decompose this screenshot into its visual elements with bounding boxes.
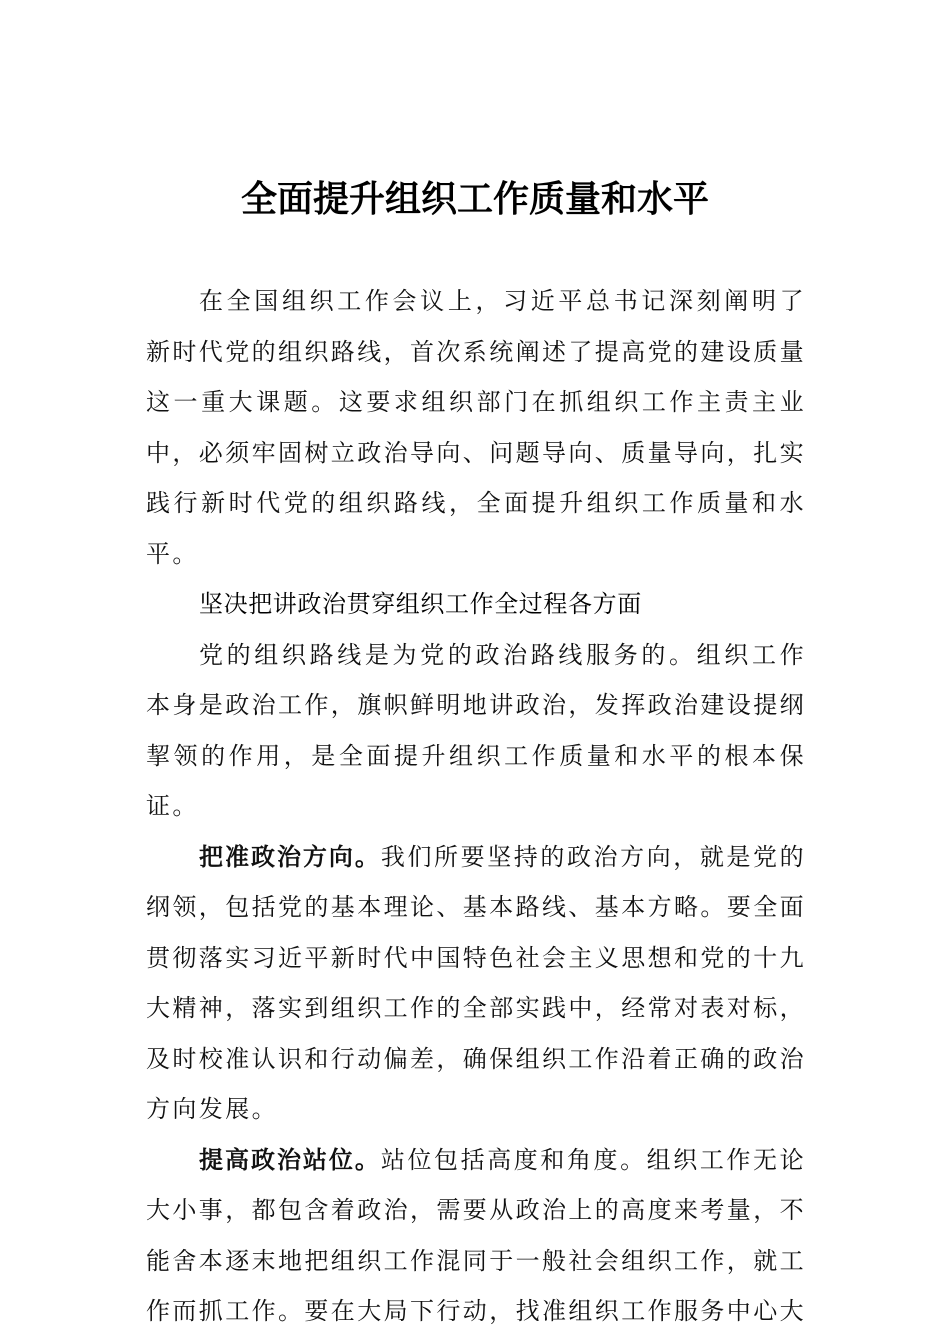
point-text-political-direction: 我们所要坚持的政治方向，就是党的纲领，包括党的基本理论、基本路线、基本方略。要全面贯彻落实习近平新时代中国特色社会主义思想和党的十九大精神，落实到组织工作的全部实践中，经常对表对标，及时校准认识和行动偏差，确保组织工作沿着正确的政治方向发展。 <box>146 842 806 1123</box>
document-title: 全面提升组织工作质量和水平 <box>240 179 709 220</box>
point-lead-political-stance: 提高政治站位。 <box>199 1145 381 1174</box>
point-paragraph-political-direction <box>146 832 806 1135</box>
point-lead-political-direction: 把准政治方向。 <box>199 842 381 871</box>
section-heading: 坚决把讲政治贯穿组织工作全过程各方面 <box>199 590 642 618</box>
point-paragraph-political-stance <box>146 1135 806 1337</box>
document-body <box>146 276 806 1337</box>
section-paragraph: 党的组织路线是为党的政治路线服务的。组织工作本身是政治工作，旗帜鲜明地讲政治，发挥政治建设提纲挈领的作用，是全面提升组织工作质量和水平的根本保证。 <box>146 640 806 820</box>
point-text-political-stance: 站位包括高度和角度。组织工作无论大小事，都包含着政治，需要从政治上的高度来考量，不能舍本逐末地把组织工作混同于一般社会组织工作，就工作而抓工作。要在大局下行动，找准组织工作服务中心大 <box>146 1145 806 1325</box>
intro-paragraph: 在全国组织工作会议上，习近平总书记深刻阐明了新时代党的组织路线，首次系统阐述了提高党的建设质量这一重大课题。这要求组织部门在抓组织工作主责主业中，必须牢固树立政治导向、问题导向、质量导向，扎实践行新时代党的组织路线，全面提升组织工作质量和水平。 <box>146 287 806 568</box>
